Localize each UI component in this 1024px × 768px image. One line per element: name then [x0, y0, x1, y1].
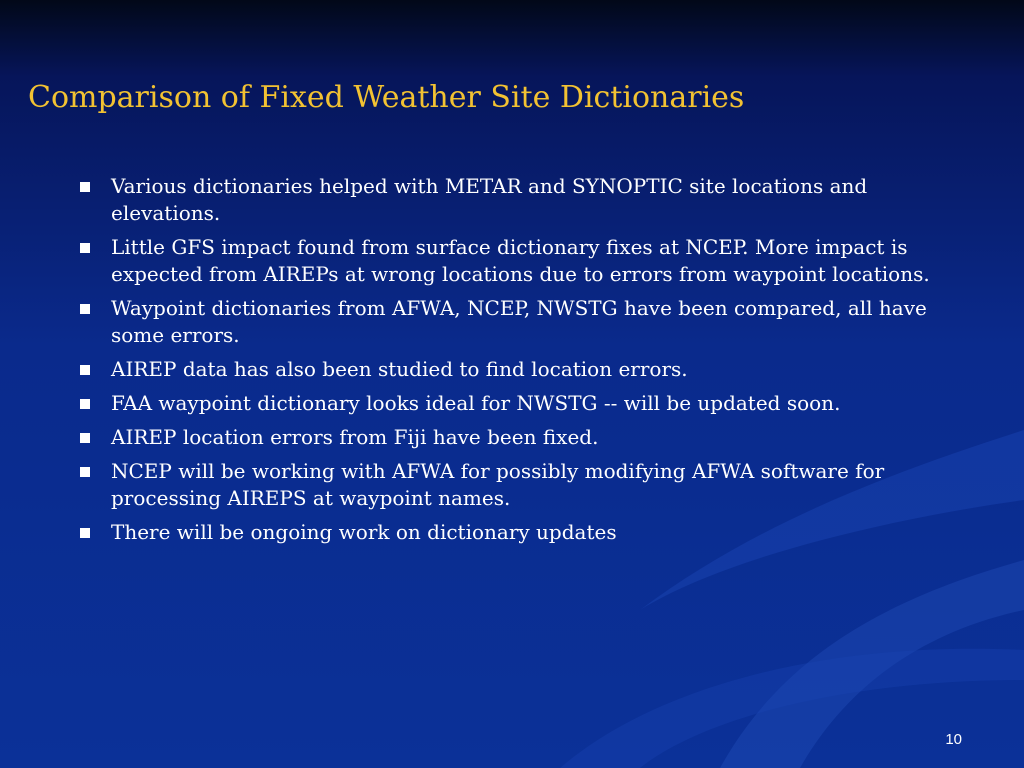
bullet-list — [78, 173, 978, 553]
bullet-item — [78, 390, 978, 417]
bullet-text: NCEP will be working with AFWA for possibly modifying AFWA software for processing AIREPS at waypoint names. — [111, 459, 885, 510]
bullet-item — [78, 519, 978, 546]
square-bullet-icon — [80, 528, 90, 538]
bullet-text: Waypoint dictionaries from AFWA, NCEP, NWSTG have been compared, all have some errors. — [111, 296, 927, 347]
square-bullet-icon — [80, 467, 90, 477]
slide-title: Comparison of Fixed Weather Site Dictionaries — [28, 80, 745, 115]
bullet-item — [78, 458, 978, 512]
bullet-text: There will be ongoing work on dictionary updates — [111, 520, 617, 544]
bullet-text: FAA waypoint dictionary looks ideal for NWSTG -- will be updated soon. — [111, 391, 841, 415]
page-number: 10 — [945, 731, 962, 748]
bullet-item — [78, 424, 978, 451]
square-bullet-icon — [80, 243, 90, 253]
bullet-text: AIREP data has also been studied to find location errors. — [111, 357, 688, 381]
bullet-text: Little GFS impact found from surface dictionary fixes at NCEP. More impact is expected from AIREPs at wrong locations due to errors from waypoint locations. — [111, 235, 930, 286]
square-bullet-icon — [80, 365, 90, 375]
square-bullet-icon — [80, 304, 90, 314]
bullet-text: AIREP location errors from Fiji have been fixed. — [111, 425, 599, 449]
square-bullet-icon — [80, 399, 90, 409]
square-bullet-icon — [80, 433, 90, 443]
bullet-item — [78, 234, 978, 288]
bullet-item — [78, 295, 978, 349]
square-bullet-icon — [80, 182, 90, 192]
bullet-item — [78, 356, 978, 383]
bullet-text: Various dictionaries helped with METAR and SYNOPTIC site locations and elevations. — [111, 174, 868, 225]
bullet-item — [78, 173, 978, 227]
